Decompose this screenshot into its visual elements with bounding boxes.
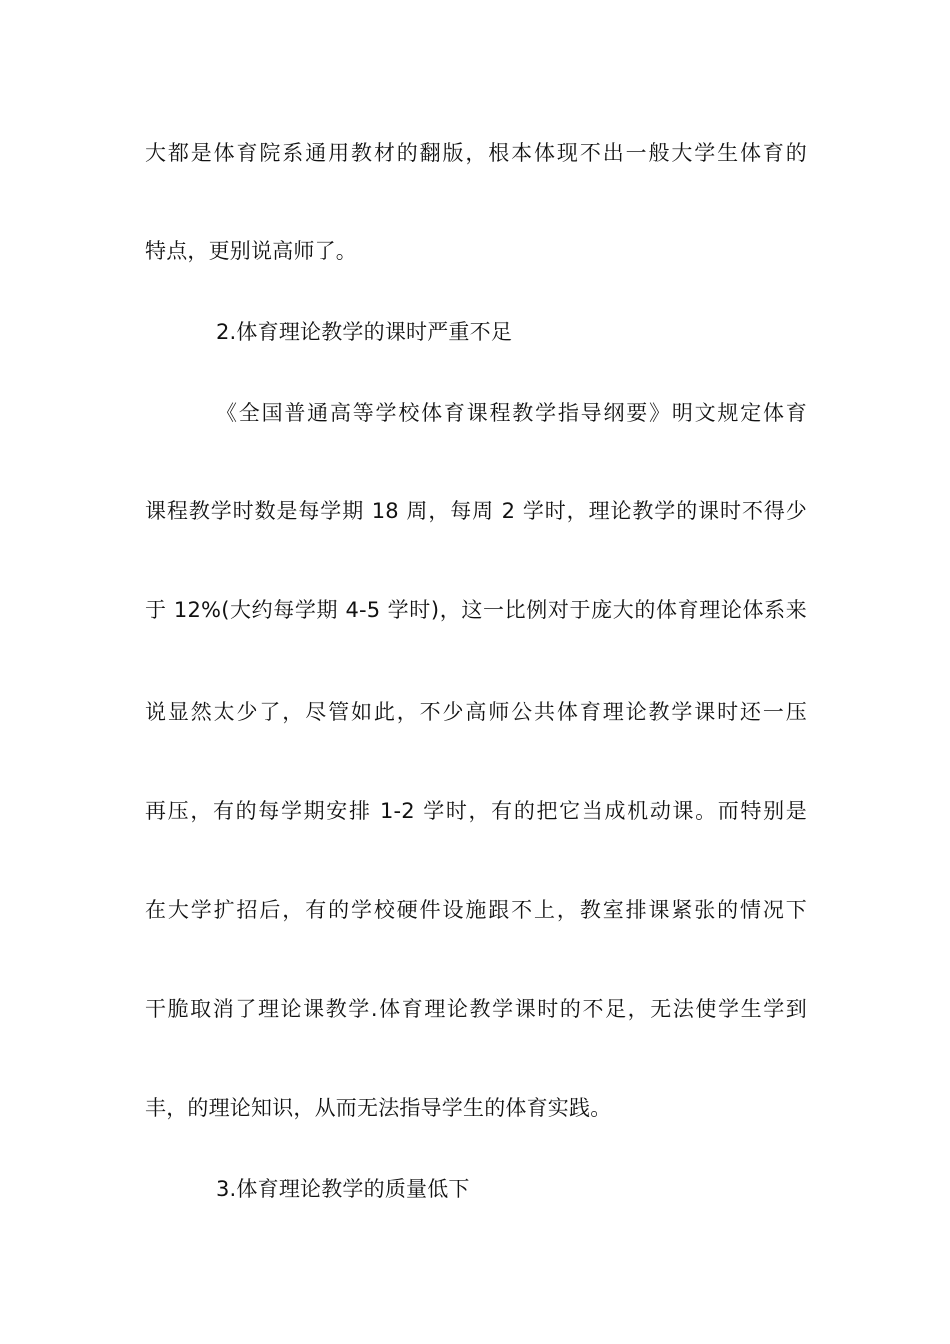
body-text-line: 于 12%(大约每学期 4-5 学时)，这一比例对于庞大的体育理论体系来	[145, 598, 807, 622]
body-text-line: 再压，有的每学期安排 1-2 学时，有的把它当成机动课。而特别是	[145, 799, 807, 823]
section-heading: 2.体育理论教学的课时严重不足	[216, 320, 513, 344]
body-text-line: 在大学扩招后，有的学校硬件设施跟不上，教室排课紧张的情况下	[145, 898, 807, 922]
body-text-line: 《全国普通高等学校体育课程教学指导纲要》明文规定体育	[216, 401, 807, 425]
body-text-line: 大都是体育院系通用教材的翻版，根本体现不出一般大学生体育的	[145, 141, 807, 165]
body-text-line: 课程教学时数是每学期 18 周，每周 2 学时，理论教学的课时不得少	[145, 499, 807, 523]
body-text-line: 特点，更别说高师了。	[145, 239, 357, 263]
body-text-line: 丰，的理论知识，从而无法指导学生的体育实践。	[145, 1096, 612, 1120]
body-text-line: 干脆取消了理论课教学.体育理论教学课时的不足，无法使学生学到	[145, 997, 807, 1021]
body-text-line: 说显然太少了，尽管如此，不少高师公共体育理论教学课时还一压	[145, 700, 807, 724]
section-heading: 3.体育理论教学的质量低下	[216, 1177, 470, 1201]
